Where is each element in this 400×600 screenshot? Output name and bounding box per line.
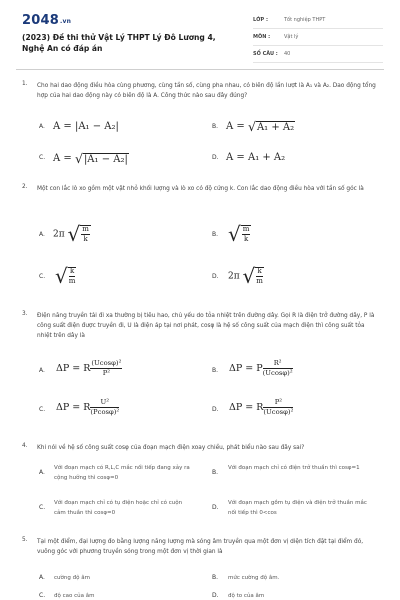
option-letter: D.: [212, 406, 219, 413]
fraction: [69, 268, 76, 285]
question-number: 1.: [22, 81, 28, 87]
option-letter: C.: [39, 592, 46, 599]
fraction-numerator: k: [257, 267, 262, 275]
radicand: [255, 267, 264, 285]
fraction: [81, 226, 90, 243]
option-formula: [53, 121, 119, 132]
formula-lhs: ΔP = R: [229, 401, 264, 413]
question-2: [22, 184, 382, 304]
question-number: 4.: [22, 443, 28, 449]
question-text: Khi nói về hệ số công suất cosφ của đoạn mạch điện xoay chiều, phát biểu nào sau đây sai?: [37, 445, 305, 451]
header: [0, 0, 400, 64]
sqrt: [228, 222, 251, 246]
option-letter: C.: [39, 154, 46, 161]
option-formula: [229, 399, 293, 416]
question-text: Cho hai dao động điều hòa cùng phương, cùng tần số, cùng pha nhau, có biên độ lần lượt là A₁ và A₂. Dao động tổng hợp của hai dao động này có biên độ là A. Công thức nào sau đây đúng?: [37, 83, 376, 99]
sqrt: [243, 264, 264, 288]
formula-lhs: ΔP = R: [56, 362, 91, 374]
fraction-denominator: m: [256, 277, 263, 285]
option-letter: A.: [39, 469, 45, 476]
formula-lhs: ΔP = P: [229, 362, 263, 374]
sqrt: [75, 151, 129, 166]
question-4: [22, 443, 382, 528]
radical-sign: √: [74, 151, 83, 166]
option-letter: D.: [212, 592, 219, 599]
question-5: [22, 537, 382, 600]
option-text: cường độ âm: [54, 575, 90, 581]
fraction-numerator: k: [69, 267, 75, 275]
fraction-denominator: m: [68, 277, 76, 285]
site-logo[interactable]: [22, 13, 71, 28]
option-4b[interactable]: [212, 463, 377, 485]
option-letter: D.: [212, 504, 219, 511]
fraction: [256, 268, 263, 285]
radicand: [68, 267, 77, 285]
fraction-numerator: P²: [263, 399, 293, 408]
radicand: [80, 225, 91, 243]
option-letter: D.: [212, 273, 219, 280]
meta-class-row: [253, 14, 383, 29]
logo-text: 2048: [22, 13, 59, 28]
meta-value: Tốt nghiệp THPT: [284, 17, 326, 23]
question-text: Tại một điểm, đại lượng đo bằng lượng năng lượng mà sóng âm truyền qua một đơn vị diện tích đặt tại điểm đó, vuông góc với phương truyền sóng trong một đơn vị thời gian là: [37, 539, 364, 555]
meta-label: MÔN :: [253, 34, 271, 40]
sqrt: [248, 119, 295, 134]
option-letter: B.: [212, 367, 219, 374]
option-letter: A.: [39, 574, 45, 581]
radicand: [241, 225, 252, 243]
meta-label: SỐ CÂU :: [253, 51, 278, 57]
option-letter: C.: [39, 406, 46, 413]
radical-sign: √: [228, 222, 241, 246]
option-formula: [56, 399, 119, 416]
option-formula: [228, 264, 264, 288]
fraction-denominator: (Ucosφ)²: [262, 368, 293, 377]
meta-value: Vật lý: [284, 34, 299, 40]
fraction-denominator: k: [83, 235, 88, 243]
formula-coef: 2π: [228, 271, 240, 282]
formula-term: |A₁ − A₂|: [74, 121, 119, 132]
option-5d[interactable]: [212, 591, 377, 600]
option-letter: C.: [39, 273, 46, 280]
meta-count-row: [253, 48, 383, 63]
meta-subject-row: [253, 31, 383, 46]
radical-sign: √: [247, 119, 256, 134]
formula-lhs: ΔP = R: [56, 401, 91, 413]
option-5b[interactable]: [212, 573, 377, 585]
sqrt: [55, 264, 76, 288]
option-formula: [228, 222, 251, 246]
fraction-denominator: k: [243, 235, 249, 243]
option-letter: A.: [39, 231, 45, 238]
option-letter: A.: [39, 367, 45, 374]
option-text: độ to của âm: [228, 593, 265, 599]
formula-lhs: A =: [226, 121, 245, 132]
exam-title: (2023) Đề thi thử Vật Lý THPT Lý Đô Lương 4, Nghệ An có đáp án: [22, 33, 216, 53]
fraction-denominator: (Pcosφ)²: [90, 407, 120, 416]
fraction: [242, 226, 251, 243]
option-letter: D.: [212, 154, 219, 161]
question-number: 2.: [22, 184, 28, 190]
radical-sign: √: [67, 222, 81, 246]
option-4a[interactable]: [39, 463, 199, 485]
fraction-numerator: R²: [263, 360, 293, 369]
option-text: độ cao của âm: [54, 593, 95, 599]
formula-lhs: A =: [53, 121, 72, 132]
formula-lhs: A =: [226, 152, 245, 163]
question-text: Một con lắc lò xo gồm một vật nhỏ khối lượng và lò xo có độ cứng k. Con lắc dao động điều hòa với tần số góc là: [37, 186, 364, 192]
option-letter: B.: [212, 469, 219, 476]
option-letter: B.: [212, 574, 219, 581]
meta-label: LỚP :: [253, 17, 268, 23]
option-text: Với đoạn mạch gồm tụ điện và điện trở thuần mắc nối tiếp thì 0<cos: [228, 500, 367, 516]
question-1: [22, 81, 382, 171]
radical-sign: √: [242, 264, 256, 288]
fraction-numerator: U²: [90, 399, 119, 408]
fraction: [263, 399, 293, 416]
option-text: Với đoạn mạch chỉ có điện trở thuần thì cosφ=1: [228, 465, 360, 471]
option-text: Với đoạn mạch có R,L,C mắc nối tiếp đang xảy ra cộng hưởng thì cosφ=0: [54, 465, 190, 481]
option-formula: [53, 151, 129, 166]
option-text: mức cường độ âm.: [228, 575, 280, 581]
fraction-denominator: P²: [102, 368, 111, 377]
radicand: |A₁ − A₂|: [83, 153, 128, 165]
meta-value: 40: [284, 51, 291, 57]
option-letter: B.: [212, 231, 219, 238]
fraction: [263, 360, 293, 377]
question-text: Điện năng truyền tải đi xa thường bị tiêu hao, chủ yếu do tỏa nhiệt trên đường dây. Gọi R là điện trở đường dây, P là công suất điện được truyền đi, U là điện áp tại nơi phát, cosφ là hệ số công suất của mạch điện thì công suất tỏa nhiệt trên dây là: [37, 313, 375, 339]
header-divider: [16, 69, 384, 70]
fraction: [90, 360, 122, 377]
question-number: 3.: [22, 311, 28, 317]
formula-coef: 2π: [53, 229, 65, 240]
option-letter: C.: [39, 504, 46, 511]
exam-meta: [253, 14, 383, 65]
option-formula: [226, 119, 295, 134]
fraction-numerator: m: [242, 225, 250, 233]
option-4d[interactable]: [212, 498, 377, 520]
option-5a[interactable]: [39, 573, 199, 585]
option-text: Với đoạn mạch chỉ có tụ điện hoặc chỉ có cuộn cảm thuần thì cosφ=0: [54, 500, 183, 516]
fraction: [90, 399, 119, 416]
option-formula: [226, 152, 285, 163]
fraction-numerator: m: [82, 225, 89, 233]
option-letter: B.: [212, 123, 219, 130]
radical-sign: √: [55, 264, 68, 288]
sqrt: [68, 222, 91, 246]
option-5c[interactable]: [39, 591, 199, 600]
option-formula: [56, 360, 122, 377]
fraction-numerator: (Ucosφ)²: [91, 359, 122, 367]
option-formula: [55, 264, 76, 288]
option-formula: [53, 222, 91, 246]
option-letter: A.: [39, 123, 45, 130]
formula-term: A₁ + A₂: [247, 152, 286, 163]
option-4c[interactable]: [39, 498, 199, 520]
question-number: 5.: [22, 537, 28, 543]
radicand: A₁ + A₂: [256, 121, 295, 133]
fraction-denominator: (Ucosφ)²: [263, 407, 294, 416]
option-formula: [229, 360, 293, 377]
logo-suffix: .vn: [59, 18, 72, 25]
question-3: [22, 311, 382, 431]
formula-lhs: A =: [53, 153, 72, 164]
